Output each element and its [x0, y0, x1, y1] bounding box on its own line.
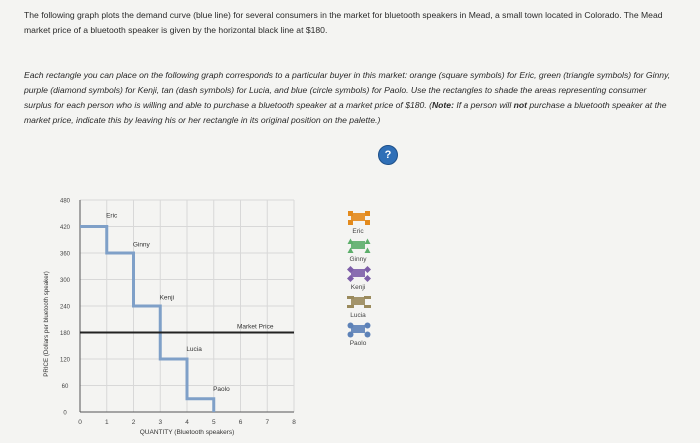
x-axis-title: QUANTITY (Bluetooth speakers)	[139, 429, 235, 436]
x-tick-label: 2	[131, 419, 136, 426]
palette-label-paolo: Paolo	[349, 340, 367, 347]
square-symbol-icon	[348, 220, 353, 225]
instructions-paragraph	[24, 68, 674, 128]
y-tick-label: 180	[59, 331, 71, 337]
square-symbol-icon	[365, 211, 370, 216]
consumer-label-eric: Eric	[106, 212, 118, 220]
help-button[interactable]	[378, 145, 398, 165]
x-tick-label: 3	[158, 419, 163, 426]
circle-symbol-icon	[365, 332, 371, 338]
note-label: Note:	[431, 100, 454, 110]
y-tick-label: 240	[59, 304, 71, 311]
dash-symbol-icon	[364, 305, 371, 308]
x-tick-label: 6	[238, 419, 243, 426]
x-tick-label: 4	[185, 419, 189, 426]
instructions-text: Each rectangle you can place on the following graph corresponds to a particular buyer in this market: orange (square symbols) for Eric, green (triangle symbols) for Ginny, purple (diamond symbols) for Kenji, tan (dash symbols) for Lucia, and blue (circle symbols) for Paolo. Use the rectangles to shade the areas representing consumer surplus for each person who is willing and able to purchase a bluetooth speaker at a market price of $180. (	[24, 70, 671, 110]
dash-symbol-icon	[364, 296, 371, 299]
x-tick-label: 1	[104, 419, 109, 426]
instructions-text-mid: If a person will	[453, 100, 514, 110]
palette-label-ginny: Ginny	[349, 256, 367, 263]
y-tick-label: 0	[63, 410, 67, 417]
x-tick-label: 8	[292, 419, 296, 426]
y-axis-title: PRICE (Dollars per bluetooth speaker)	[43, 271, 50, 377]
intro-paragraph	[24, 8, 674, 38]
help-label: ?	[384, 149, 392, 161]
y-tick-label: 60	[61, 384, 69, 390]
square-symbol-icon	[365, 220, 370, 225]
y-tick-label: 300	[59, 278, 71, 284]
circle-symbol-icon	[348, 332, 354, 338]
circle-symbol-icon	[348, 323, 354, 329]
not-word: not	[513, 100, 528, 110]
rectangle-fill	[351, 213, 365, 221]
y-tick-label: 360	[59, 251, 71, 258]
x-tick-label: 5	[211, 419, 216, 426]
y-tick-label: 120	[59, 357, 71, 364]
x-tick-label: 7	[265, 419, 270, 426]
rectangle-fill	[351, 241, 365, 249]
square-symbol-icon	[348, 211, 353, 216]
market-price-label: Market Price	[236, 323, 274, 331]
intro-text: The following graph plots the demand curve (blue line) for several consumers in the market for bluetooth speakers in Mead, a small town located in Colorado. The Mead market price of a bluetooth speaker is given by the horizontal black line at $180.	[24, 10, 663, 35]
consumer-label-paolo: Paolo	[213, 385, 230, 393]
x-tick-label: 0	[78, 419, 82, 426]
consumer-label-lucia: Lucia	[186, 346, 202, 354]
circle-symbol-icon	[365, 323, 371, 329]
palette-label-kenji: Kenji	[350, 284, 366, 291]
consumer-surplus-graph[interactable]	[0, 175, 700, 443]
y-tick-label: 480	[59, 198, 71, 205]
palette-label-lucia: Lucia	[350, 312, 366, 319]
dash-symbol-icon	[347, 305, 354, 308]
palette-label-eric: Eric	[352, 228, 364, 235]
dash-symbol-icon	[347, 296, 354, 299]
consumer-label-kenji: Kenji	[159, 294, 175, 302]
consumer-label-ginny: Ginny	[132, 241, 150, 249]
instructions-text-after: purchase a bluetooth speaker at the market price, indicate this by leaving his or her rectangle in its original position on the palette.)	[24, 100, 667, 125]
y-tick-label: 420	[59, 225, 71, 231]
